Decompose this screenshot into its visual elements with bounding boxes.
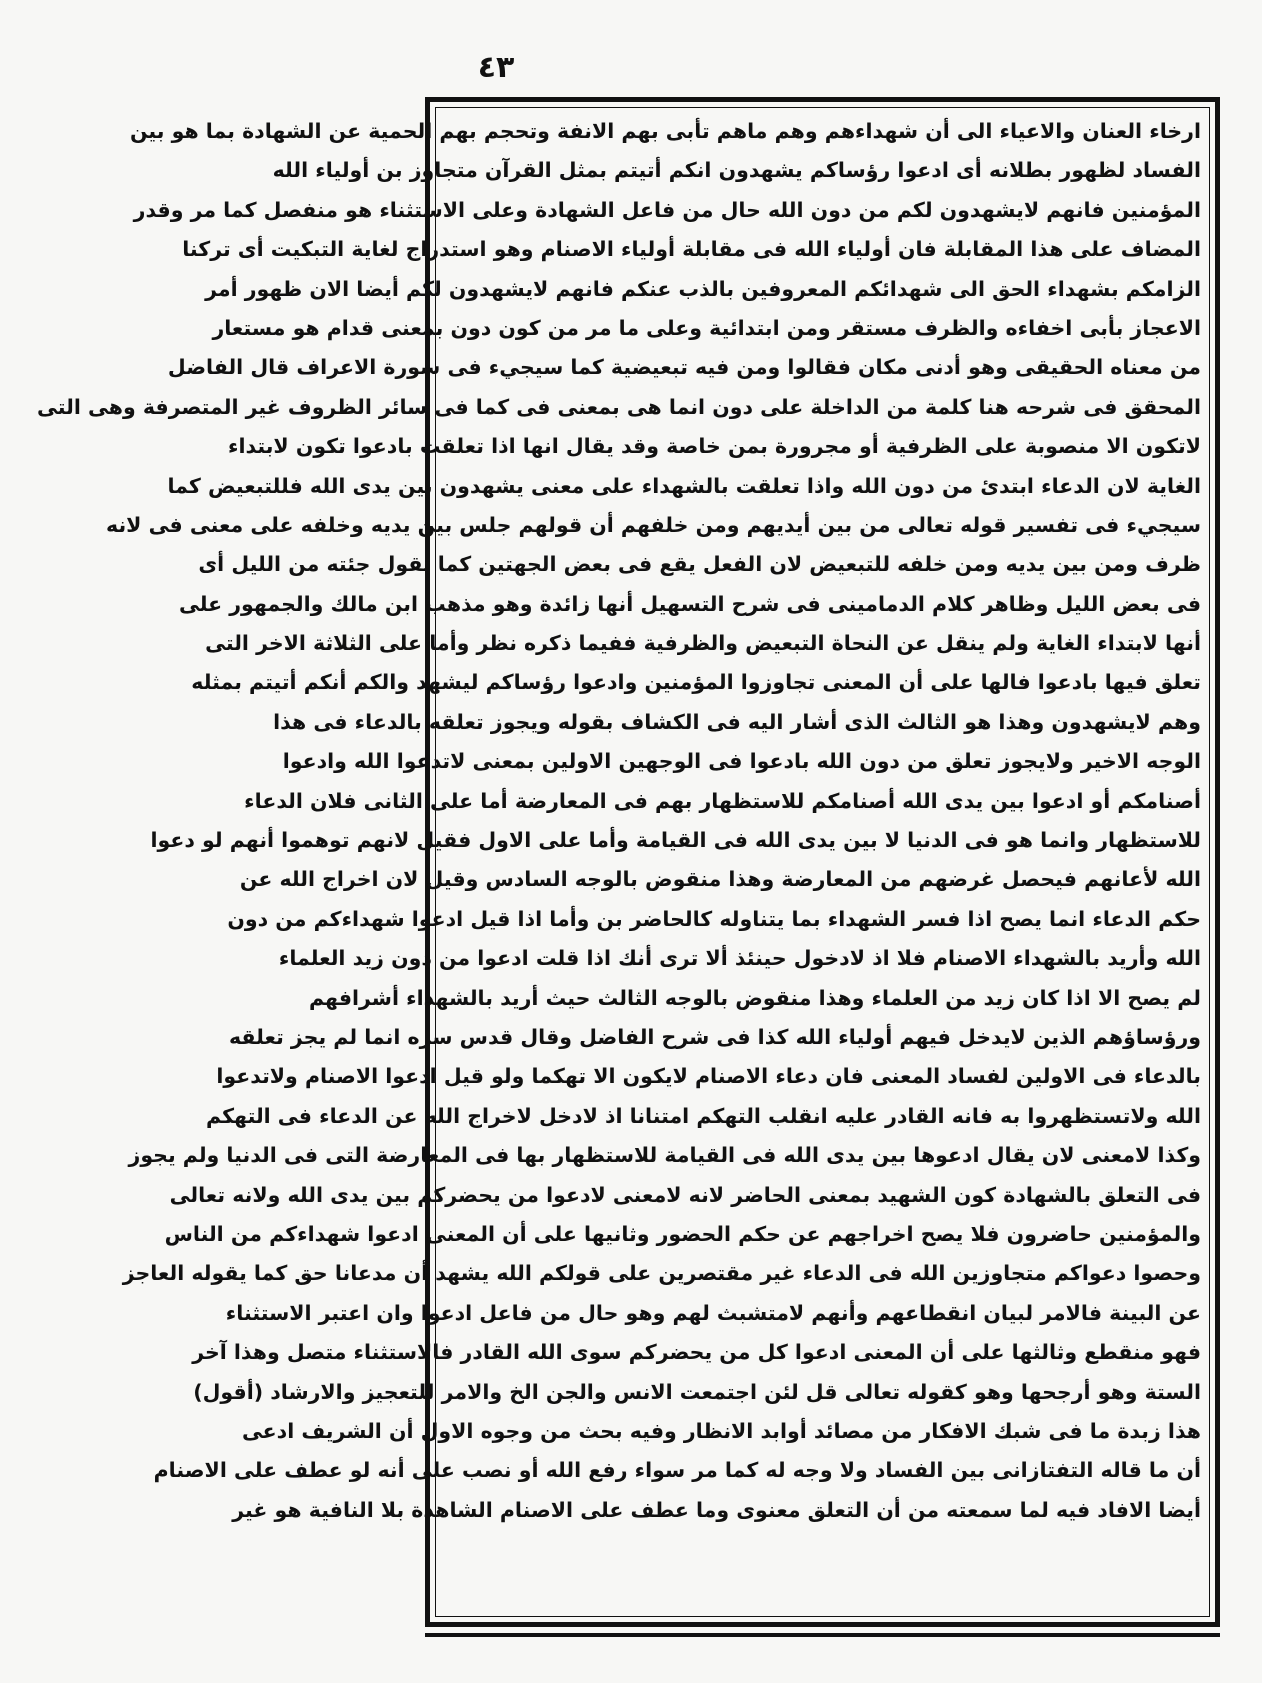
text-frame xyxy=(37,97,1220,1627)
text-line: الوجه الاخير ولايجوز تعلق من دون الله بادعوا فى الوجهين الاولين بمعنى لاتدعوا الله وادعوا xyxy=(282,749,1201,774)
text-line: ورؤساؤهم الذين لايدخل فيهم أولياء الله كذا فى شرح الفاضل وقال قدس سره انما لم يجز تعلقه xyxy=(228,1024,1201,1049)
text-line: لم يصح الا اذا كان زيد من العلماء وهذا منقوض بالوجه الثالث حيث أريد بالشهداء أشرافهم xyxy=(308,985,1201,1010)
text-line: الله وأريد بالشهداء الاصنام فلا اذ لادخول حينئذ ألا ترى أنك اذا قلت ادعوا من دون زيد العلماء xyxy=(278,946,1201,971)
bottom-rule xyxy=(425,1633,1220,1637)
text-line: المحقق فى شرحه هنا كلمة من الداخلة على دون انما هى بمعنى فى كما فى سائر الظروف غير المتصرفة وهى التى xyxy=(37,394,1201,419)
text-line: فى التعلق بالشهادة كون الشهيد بمعنى الحاضر لانه لامعنى لادعوا من يحضركم بين يدى الله ولانه تعالى xyxy=(169,1182,1201,1207)
text-line: فى بعض الليل وظاهر كلام الدمامينى فى شرح التسهيل أنها زائدة وهو مذهب ابن مالك والجمهور على xyxy=(178,591,1201,616)
text-line: المؤمنين فانهم لايشهدون لكم من دون الله حال من فاعل الشهادة وعلى الاستثناء هو منفصل كما مر وقدر xyxy=(133,197,1201,222)
text-line: لاتكون الا منصوبة على الظرفية أو مجرورة بمن خاصة وقد يقال انها اذا تعلقت بادعوا تكون لابتداء xyxy=(228,434,1201,459)
text-line: الله لأعانهم فيحصل غرضهم من المعارضة وهذا منقوض بالوجه السادس وقيل لان اخراج الله عن xyxy=(239,867,1201,892)
text-line: الله ولاتستظهروا به فانه القادر عليه انقلب التهكم امتنانا اذ لادخل لاخراج الله عن الدعاء فى التهكم xyxy=(206,1103,1201,1128)
page-number: ٤٣ xyxy=(477,50,515,85)
text-line: أصنامكم أو ادعوا بين يدى الله أصنامكم للاستظهار بهم فى المعارضة أما على الثانى فلان الدعاء xyxy=(244,788,1201,813)
text-line: أيضا الافاد فيه لما سمعته من أن التعلق معنوى وما عطف على الاصنام الشاهدة بلا النافية هو غير xyxy=(232,1497,1201,1522)
text-line: من معناه الحقيقى وهو أدنى مكان فقالوا ومن فيه تبعيضية كما سيجيء فى سورة الاعراف قال الفاضل xyxy=(167,355,1201,380)
text-line: ظرف ومن بين يديه ومن خلفه للتبعيض لان الفعل يقع فى بعض الجهتين كما تقول جئته من الليل أى xyxy=(198,552,1201,577)
text-line: للاستظهار وانما هو فى الدنيا لا بين يدى الله فى القيامة وأما على الاول فقيل لانهم توهموا أنهم لو دعوا xyxy=(150,828,1201,853)
text-line: الغاية لان الدعاء ابتدئ من دون الله واذا تعلقت بالشهداء على معنى يشهدون بين يدى الله فللتبعيض كما xyxy=(167,473,1201,498)
text-line: سيجيء فى تفسير قوله تعالى من بين أيديهم ومن خلفهم أن قولهم جلس بين يديه وخلفه على معنى فى لانه xyxy=(106,512,1201,537)
text-line: فهو منقطع وثالثها على أن المعنى ادعوا كل من يحضركم سوى الله القادر فالاستثناء متصل وهذا آخر xyxy=(192,1340,1201,1365)
body-text xyxy=(37,112,1201,1530)
text-line: الستة وهو أرجحها وهو كقوله تعالى قل لئن اجتمعت الانس والجن الخ والامر للتعجيز والارشاد (أقول) xyxy=(193,1379,1201,1404)
text-line: أنها لابتداء الغاية ولم ينقل عن النحاة التبعيض والظرفية ففيما ذكره نظر وأما على الثلاثة الاخر التى xyxy=(205,631,1201,656)
text-line: المضاف على هذا المقابلة فان أولياء الله فى مقابلة أولياء الاصنام وهو استدراج لغاية التبكيت أى تركنا xyxy=(182,237,1201,262)
text-line: ارخاء العنان والاعياء الى أن شهداءهم وهم ماهم تأبى بهم الانفة وتحجم بهم الحمية عن الشهادة بما هو بين xyxy=(129,119,1201,143)
text-line: بالدعاء فى الاولين لفساد المعنى فان دعاء الاصنام لايكون الا تهكما ولو قيل ادعوا الاصنام ولاتدعوا xyxy=(216,1064,1201,1089)
text-line: حكم الدعاء انما يصح اذا فسر الشهداء بما يتناوله كالحاضر بن وأما اذا قيل ادعوا شهداءكم من دون xyxy=(227,906,1201,931)
text-line: الفساد لظهور بطلانه أى ادعوا رؤساكم يشهدون انكم أتيتم بمثل القرآن متجاوز بن أولياء الله xyxy=(272,158,1201,183)
text-line: وهم لايشهدون وهذا هو الثالث الذى أشار اليه فى الكشاف بقوله ويجوز تعلقه بالدعاء فى هذا xyxy=(273,709,1201,734)
text-line: وكذا لامعنى لان يقال ادعوها بين يدى الله فى القيامة للاستظهار بها فى المعارضة التى فى الدنيا ولم يجوز xyxy=(128,1143,1201,1168)
text-line: الاعجاز بأبى اخفاءه والظرف مستقر ومن ابتدائية وعلى ما مر من كون دون بمعنى قدام هو مستعار xyxy=(212,315,1201,340)
text-line: تعلق فيها بادعوا فالها على أن المعنى تجاوزوا المؤمنين وادعوا رؤساكم ليشهد والكم أنكم أتيتم بمثله xyxy=(191,670,1201,695)
text-line: الزامكم بشهداء الحق الى شهدائكم المعروفين بالذب عنكم فانهم لايشهدون لكم أيضا الان ظهور أمر xyxy=(205,276,1201,301)
text-line: والمؤمنين حاضرون فلا يصح اخراجهم عن حكم الحضور وثانيها على أن المعنى ادعوا شهداءكم من الناس xyxy=(164,1221,1201,1246)
text-line: عن البينة فالامر لبيان انقطاعهم وأنهم لامتشبث لهم وهو حال من فاعل ادعوا وان اعتبر الاستثناء xyxy=(225,1300,1201,1325)
text-line: هذا زبدة ما فى شبك الافكار من مصائد أوابد الانظار وفيه بحث من وجوه الاول أن الشريف ادعى xyxy=(241,1418,1201,1443)
text-line: وحصوا دعواكم متجاوزين الله فى الدعاء غير مقتصرين على قولكم الله يشهد أن مدعانا حق كما يقوله العاجز xyxy=(122,1261,1201,1286)
text-line: أن ما قاله التفتازانى بين الفساد ولا وجه له كما مر سواء رفع الله أو نصب على أنه لو عطف على الاصنام xyxy=(153,1458,1201,1483)
